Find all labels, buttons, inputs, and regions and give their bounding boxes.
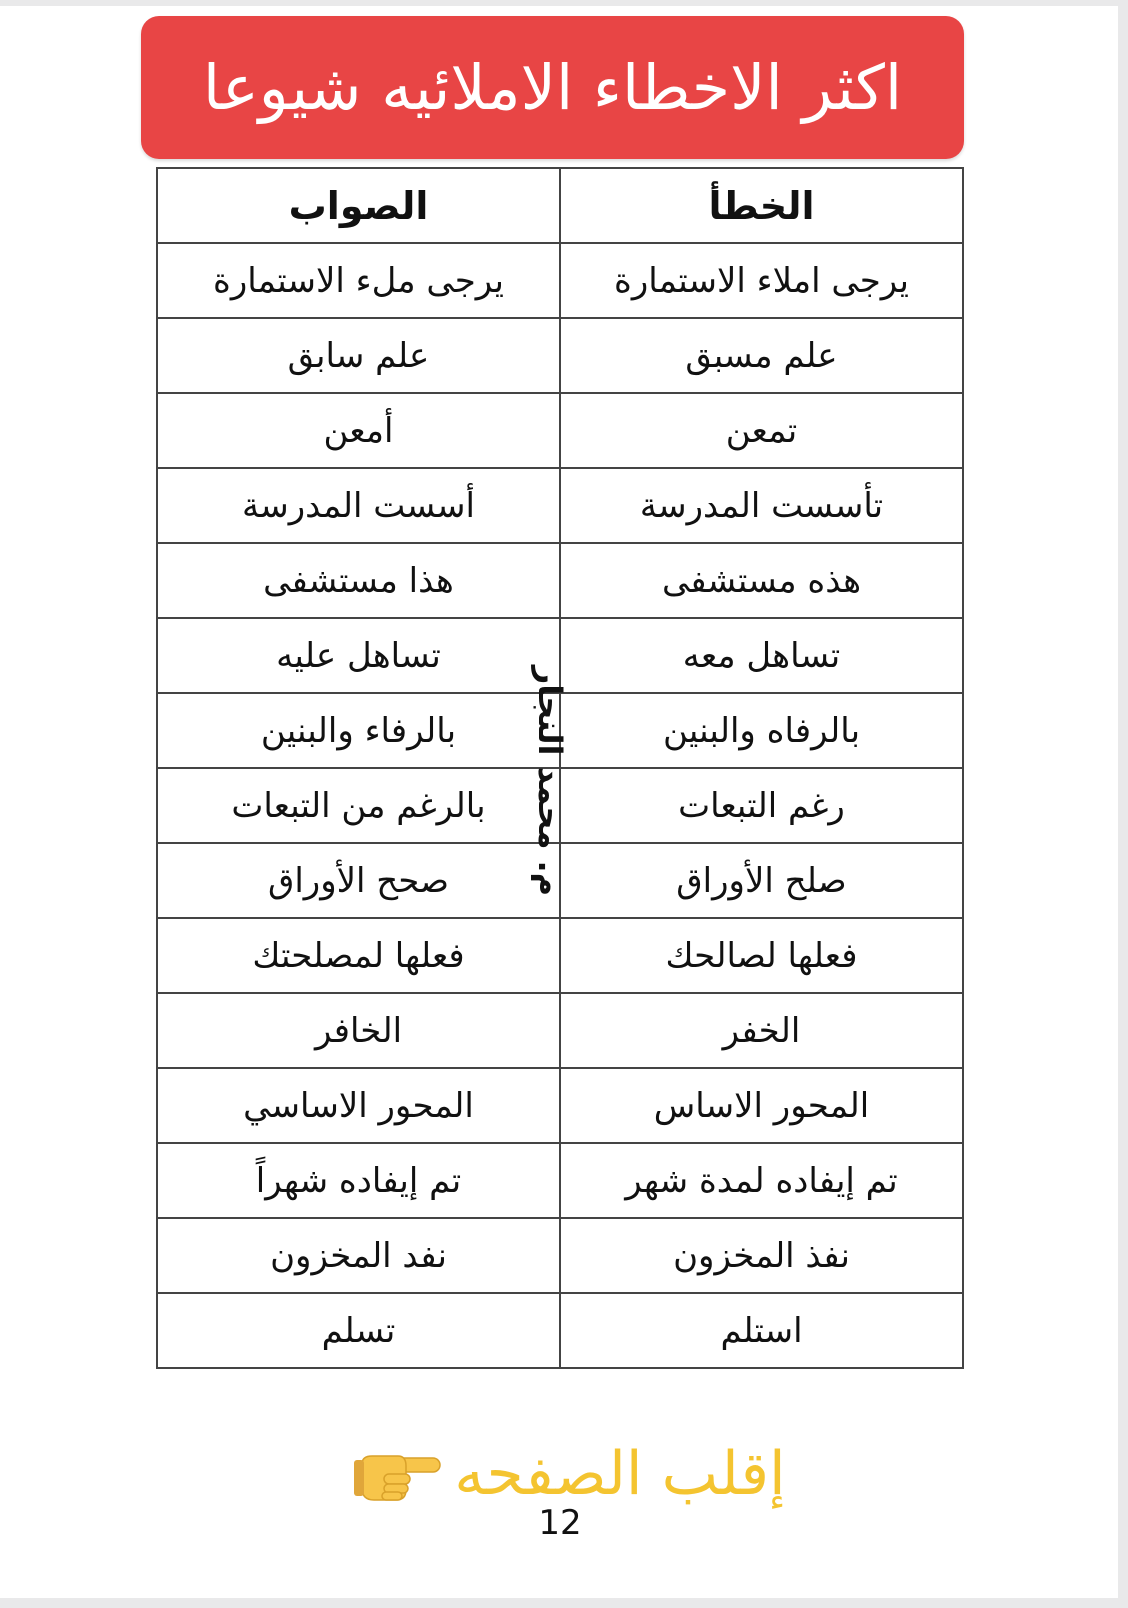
cell-correct: بالرفاء والبنين xyxy=(157,693,560,768)
table-row xyxy=(157,543,963,618)
table-row xyxy=(157,993,963,1068)
header-wrong: الخطأ xyxy=(560,168,963,243)
table-row xyxy=(157,393,963,468)
cell-correct: صحح الأوراق xyxy=(157,843,560,918)
cell-correct: هذا مستشفى xyxy=(157,543,560,618)
cell-wrong: المحور الاساس xyxy=(560,1068,963,1143)
cell-correct: بالرغم من التبعات xyxy=(157,768,560,843)
cell-correct: المحور الاساسي xyxy=(157,1068,560,1143)
cell-correct: تم إيفاده شهراً xyxy=(157,1143,560,1218)
cell-correct: أمعن xyxy=(157,393,560,468)
cell-wrong: تساهل معه xyxy=(560,618,963,693)
table-row xyxy=(157,1143,963,1218)
table-row xyxy=(157,318,963,393)
table-row xyxy=(157,243,963,318)
turn-page-hint xyxy=(340,1434,800,1514)
table-row xyxy=(157,1068,963,1143)
cell-correct: تساهل عليه xyxy=(157,618,560,693)
cell-wrong: تمعن xyxy=(560,393,963,468)
cell-correct: الخافر xyxy=(157,993,560,1068)
page-title: اكثر الاخطاء الاملائيه شيوعا xyxy=(141,16,964,159)
cell-wrong: علم مسبق xyxy=(560,318,963,393)
table-row xyxy=(157,918,963,993)
table-row xyxy=(157,1293,963,1368)
table-row xyxy=(157,768,963,843)
cell-wrong: استلم xyxy=(560,1293,963,1368)
cell-correct: فعلها لمصلحتك xyxy=(157,918,560,993)
cell-correct: نفد المخزون xyxy=(157,1218,560,1293)
cell-correct: أسست المدرسة xyxy=(157,468,560,543)
header-correct: الصواب xyxy=(157,168,560,243)
cell-correct: يرجى ملء الاستمارة xyxy=(157,243,560,318)
page-number: 12 xyxy=(538,1503,582,1543)
cell-wrong: يرجى املاء الاستمارة xyxy=(560,243,963,318)
table-row xyxy=(157,1218,963,1293)
cell-wrong: بالرفاه والبنين xyxy=(560,693,963,768)
cell-wrong: تم إيفاده لمدة شهر xyxy=(560,1143,963,1218)
table-row xyxy=(157,618,963,693)
pointing-hand-icon xyxy=(354,1444,444,1504)
cell-wrong: صلح الأوراق xyxy=(560,843,963,918)
turn-page-text: إقلب الصفحه xyxy=(454,1439,786,1509)
cell-wrong: فعلها لصالحك xyxy=(560,918,963,993)
cell-wrong: نفذ المخزون xyxy=(560,1218,963,1293)
table-row xyxy=(157,693,963,768)
cell-correct: تسلم xyxy=(157,1293,560,1368)
table-header-row xyxy=(157,168,963,243)
cell-wrong: تأسست المدرسة xyxy=(560,468,963,543)
cell-correct: علم سابق xyxy=(157,318,560,393)
cell-wrong: هذه مستشفى xyxy=(560,543,963,618)
spelling-errors-table xyxy=(156,167,964,1369)
document-page xyxy=(0,6,1118,1598)
table-row xyxy=(157,468,963,543)
table-row xyxy=(157,843,963,918)
author-watermark-text: م. محمد النجار xyxy=(531,665,569,897)
cell-wrong: الخفر xyxy=(560,993,963,1068)
cell-wrong: رغم التبعات xyxy=(560,768,963,843)
